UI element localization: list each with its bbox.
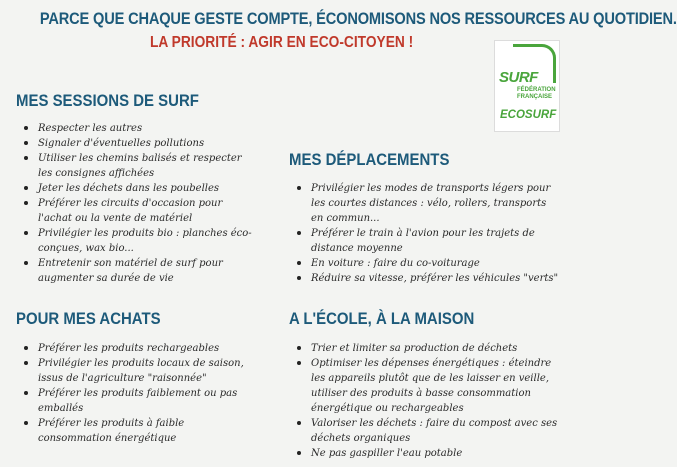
list-item: Préférer les produits faiblement ou pas emballés (16, 386, 256, 416)
logo-line-2: FRANÇAISE (517, 94, 553, 100)
list-item: Optimiser les dépenses énergétiques : éteindre les appareils plutôt que de les laisser en veille, utiliser des produits à basse consommation énergétique ou rechargeables (289, 356, 561, 416)
logo-ecosurf-text: ECOSURF (500, 109, 557, 121)
list-item: Signaler d'éventuelles pollutions (16, 136, 256, 151)
list-item: Ne pas gaspiller l'eau potable (289, 446, 561, 461)
surf-sessions-list (16, 121, 256, 286)
logo-federation-text (517, 87, 556, 101)
list-item: En voiture : faire du co-voiturage (289, 256, 561, 271)
list-item: Privilégier les produits bio : planches éco-conçues, wax bio... (16, 226, 256, 256)
purchases-list (16, 341, 256, 446)
list-item: Privilégier les modes de transports légers pour les courtes distances : vélo, rollers, transports en commun... (289, 181, 561, 226)
ecosurf-logo (494, 40, 560, 132)
logo-surf-text: SURF (499, 69, 538, 86)
list-item: Entretenir son matériel de surf pour augmenter sa durée de vie (16, 256, 256, 286)
list-item: Préférer les circuits d'occasion pour l'achat ou la vente de matériel (16, 196, 256, 226)
logo-line-1: FÉDÉRATION (517, 87, 556, 93)
list-item: Préférer les produits rechargeables (16, 341, 256, 356)
list-item: Respecter les autres (16, 121, 256, 136)
list-item: Préférer les produits à faible consommation énergétique (16, 416, 256, 446)
school-home-list (289, 341, 561, 461)
section-title-surf-sessions: MES SESSIONS DE SURF (16, 91, 199, 110)
list-item: Utiliser les chemins balisés et respecter les consignes affichées (16, 151, 256, 181)
list-item: Valoriser les déchets : faire du compost avec ses déchets organiques (289, 416, 561, 446)
list-item: Jeter les déchets dans les poubelles (16, 181, 256, 196)
travel-list (289, 181, 561, 286)
page-subheadline: LA PRIORITÉ : AGIR EN ECO-CITOYEN ! (150, 34, 414, 51)
section-title-school-home: A L'ÉCOLE, À LA MAISON (289, 309, 475, 328)
list-item: Préférer le train à l'avion pour les trajets de distance moyenne (289, 226, 561, 256)
section-title-travel: MES DÉPLACEMENTS (289, 150, 450, 169)
list-item: Privilégier les produits locaux de saison, issus de l'agriculture "raisonnée" (16, 356, 256, 386)
list-item: Réduire sa vitesse, préférer les véhicules "verts" (289, 271, 561, 286)
page-headline: PARCE QUE CHAQUE GESTE COMPTE, ÉCONOMISONS NOS RESSOURCES AU QUOTIDIEN. (39, 9, 677, 28)
list-item: Trier et limiter sa production de déchets (289, 341, 561, 356)
section-title-purchases: POUR MES ACHATS (16, 309, 161, 328)
